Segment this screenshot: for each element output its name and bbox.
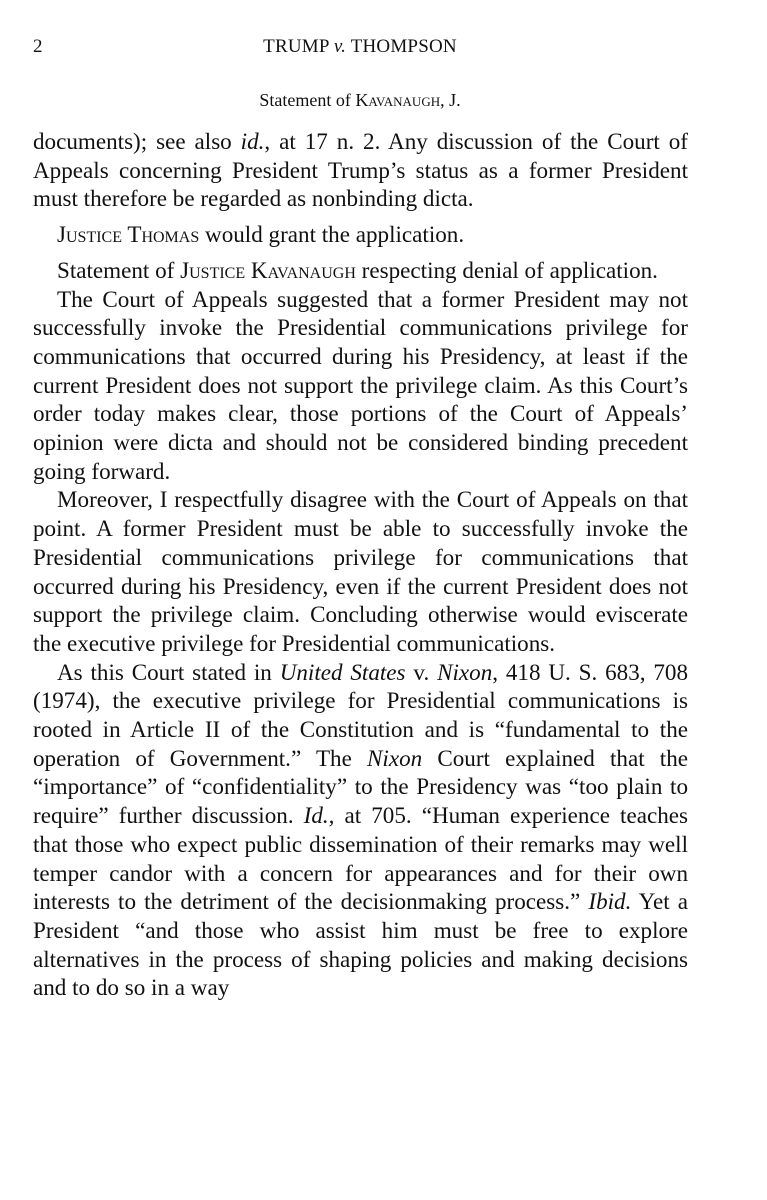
text-run: would grant the application. xyxy=(199,221,465,248)
citation-ibid: Ibid. xyxy=(588,888,632,915)
paragraph-nixon xyxy=(33,658,688,1002)
text-run: respecting denial of application. xyxy=(355,256,658,283)
text-run: at 705. “Human experience teaches that those who expect public dissemination of their remarks may well temper candor with a concern for appearances and for their own interests to the detriment of the decisionmaking process.” xyxy=(33,802,688,915)
case-name: Nixon xyxy=(367,744,423,771)
case-name: Nixon xyxy=(437,658,493,685)
statement-prefix: Statement of xyxy=(259,90,351,110)
statement-heading xyxy=(0,90,720,111)
page-number: 2 xyxy=(33,36,43,57)
running-head xyxy=(0,34,767,64)
case-versus: v. xyxy=(333,36,347,57)
text-run: Court explained that the “importance” of “confidentiality” to the Presidency was “too plain to require” further discussion. xyxy=(33,744,688,829)
text-run: As this Court stated in xyxy=(57,658,280,685)
text-run: Statement of xyxy=(57,256,181,283)
paragraph-court-of-appeals: The Court of Appeals suggested that a former President may not successfully invoke the Presidential communications privilege for communications that occurred during his Presidency, at least if the current President does not support the privilege claim. As this Court’s order today makes clear, those portions of the Court of Appeals’ opinion were dicta and should not be considered binding precedent going forward. xyxy=(33,285,688,484)
opinion-body xyxy=(33,127,688,1002)
text-run: , at 17 n. 2. Any discussion of the Court of Appeals concerning President Trump’s status as a former President must therefore be regarded as nonbinding dicta. xyxy=(33,128,688,212)
paragraph-continuation xyxy=(33,127,688,213)
justice-name: Justice Thomas xyxy=(57,221,200,248)
text-run: documents); see also xyxy=(33,128,241,154)
citation-id: Id., xyxy=(303,802,335,829)
text-run: v. xyxy=(405,658,438,685)
case-title xyxy=(0,36,720,58)
paragraph-statement-intro xyxy=(33,256,688,285)
case-party-right: THOMPSON xyxy=(350,36,457,57)
paragraph-disagree: Moreover, I respectfully disagree with the Court of Appeals on that point. A former President must be able to successfully invoke the Presidential communications privilege for communications that occurred during his Presidency, even if the current President does not support the privilege claim. Concluding otherwise would eviscerate the executive privilege for Presidential communications. xyxy=(33,486,688,656)
case-party-left: TRUMP xyxy=(263,36,329,57)
citation-id: id. xyxy=(240,128,265,154)
text-run: Yet a President “and those who assist him must be free to explore alternatives in the process of shaping policies and making decisions and to do so in a way xyxy=(33,888,688,1001)
text-run: , 418 U. S. 683, 708 (1974), the executive privilege for Presidential communications is rooted in Article II of the Constitution and is “fundamental to the operation of Government.” The xyxy=(33,658,689,771)
case-name: United States xyxy=(279,658,406,685)
statement-justice: Kavanaugh xyxy=(355,90,441,110)
statement-suffix: , J. xyxy=(440,90,461,110)
justice-name: Justice Kavanaugh xyxy=(180,256,356,283)
paragraph-thomas xyxy=(33,220,688,249)
